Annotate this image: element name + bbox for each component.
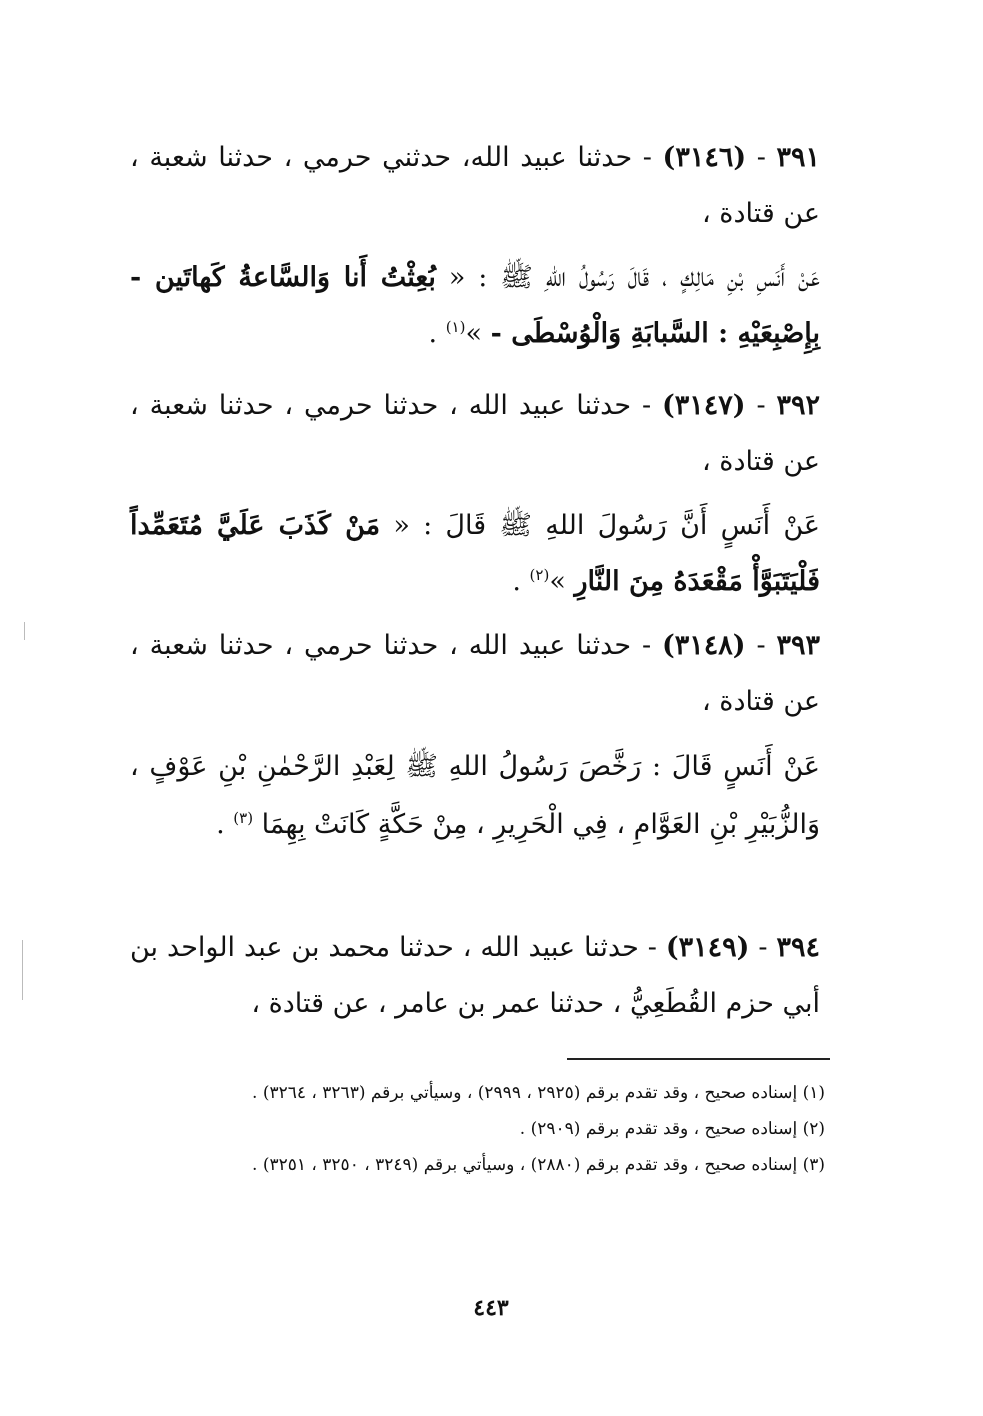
- hadith-number: ٣٩١: [776, 142, 820, 173]
- isnad-text: حدثنا عبيد الله ، حدثنا حرمي ، حدثنا شعبة ، عن قتادة ،: [130, 630, 820, 717]
- hadith-ref: (٣١٤٧): [661, 390, 746, 421]
- footnotes: [135, 1075, 825, 1183]
- hadith-392-isnad: ٣٩٢ - (٣١٤٧) - حدثنا عبيد الله ، حدثنا حرمي ، حدثنا شعبة ، عن قتادة ،: [130, 390, 821, 477]
- footnote-1: (١) إسناده صحيح ، وقد تقدم برقم (٢٩٢٥ ، ٢٩٩٩) ، وسيأتي برقم (٣٢٦٣ ، ٣٢٦٤) .: [252, 1083, 825, 1103]
- matn-intro: عَنْ أَنَسِ بْنِ مَالِكٍ ، قَالَ رَسُولُ اللهِ ﷺ : «: [448, 262, 820, 293]
- scan-mark: [24, 622, 25, 640]
- hadith-391-matn: عَنْ أَنَسِ بْنِ مَالِكٍ ، قَالَ رَسُولُ اللهِ ﷺ : « بُعِثْتُ أَنا وَالسَّاعةُ كَهاتَين - بِإِصْبِعَيْهِ : السَّبابَةِ وَالْوُسْطَى - »$^{(١)}$ .: [130, 262, 820, 349]
- isnad-text: حدثنا عبيد الله ، حدثنا حرمي ، حدثنا شعبة ، عن قتادة ،: [130, 390, 820, 477]
- matn-close: »: [549, 566, 566, 597]
- footnote-3: (٣) إسناده صحيح ، وقد تقدم برقم (٢٨٨٠) ، وسيأتي برقم (٣٢٤٩ ، ٣٢٥٠ ، ٣٢٥١) .: [252, 1155, 825, 1175]
- matn-close: »: [465, 318, 482, 349]
- isnad-text: حدثنا عبيد الله، حدثني حرمي ، حدثنا شعبة ، عن قتادة ،: [130, 142, 820, 229]
- hadith-393-matn: عَنْ أَنَسٍ قَالَ : رَخَّصَ رَسُولُ اللهِ ﷺ لِعَبْدِ الرَّحْمٰنِ بْنِ عَوْفٍ ، وَالزُّبَيْرِ بْنِ العَوَّامِ ، فِي الْحَرِيرِ ، مِنْ حَكَّةٍ كَانَتْ بِهِمَا $^{(٣)}$ .: [130, 751, 820, 840]
- matn-text: بُعِثْتُ أَنا وَالسَّاعةُ كَهاتَين - بِإِصْبِعَيْهِ : السَّبابَةِ وَالْوُسْطَى -: [130, 262, 820, 349]
- scan-mark: [22, 940, 23, 1000]
- hadith-number: ٣٩٤: [776, 932, 820, 963]
- hadith-number: ٣٩٣: [776, 630, 821, 661]
- footnote-separator: [567, 1058, 830, 1060]
- matn-text: عَنْ أَنَسٍ قَالَ : رَخَّصَ رَسُولُ اللهِ ﷺ لِعَبْدِ الرَّحْمٰنِ بْنِ عَوْفٍ ، وَالزُّبَيْرِ بْنِ العَوَّامِ ، فِي الْحَرِيرِ ، مِنْ حَكَّةٍ كَانَتْ بِهِمَا: [130, 751, 820, 840]
- hadith-393-isnad: ٣٩٣ - (٣١٤٨) - حدثنا عبيد الله ، حدثنا حرمي ، حدثنا شعبة ، عن قتادة ،: [130, 630, 821, 717]
- hadith-ref: (٣١٤٨): [661, 630, 746, 661]
- hadith-391-isnad: ٣٩١ - (٣١٤٦) - حدثنا عبيد الله، حدثني حرمي ، حدثنا شعبة ، عن قتادة ،: [130, 142, 820, 229]
- matn-text: مَنْ كَذَبَ عَلَيَّ مُتَعَمِّداً فَلْيَتَبَوَّأْ مَقْعَدَهُ مِنَ النَّارِ: [130, 510, 820, 597]
- hadith-number: ٣٩٢: [776, 390, 821, 421]
- hadith-392-matn: عَنْ أَنَسٍ أَنَّ رَسُولَ اللهِ ﷺ قَالَ : « مَنْ كَذَبَ عَلَيَّ مُتَعَمِّداً فَلْيَتَبَوَّأْ مَقْعَدَهُ مِنَ النَّارِ »$^{(٢)}$ .: [130, 510, 820, 597]
- footnote-ref: (٢): [529, 566, 550, 584]
- page-number: ٤٤٣: [473, 1295, 509, 1321]
- hadith-394-isnad: ٣٩٤ - (٣١٤٩) - حدثنا عبيد الله ، حدثنا محمد بن عبد الواحد بن أبي حزم القُطَعِيُّ ، حدثنا عمر بن عامر ، عن قتادة ،: [130, 932, 820, 1019]
- hadith-ref: (٣١٤٦): [662, 142, 747, 173]
- matn-intro: عَنْ أَنَسٍ أَنَّ رَسُولَ اللهِ ﷺ قَالَ : «: [393, 510, 820, 541]
- isnad-text: حدثنا عبيد الله ، حدثنا محمد بن عبد الواحد بن أبي حزم القُطَعِيُّ ، حدثنا عمر بن عامر ، عن قتادة ،: [130, 932, 820, 1019]
- footnote-ref: (٣): [233, 809, 254, 827]
- footnote-2: (٢) إسناده صحيح ، وقد تقدم برقم (٢٩٠٩) .: [519, 1119, 825, 1139]
- hadith-ref: (٣١٤٩): [665, 932, 750, 963]
- footnote-ref: (١): [445, 318, 466, 336]
